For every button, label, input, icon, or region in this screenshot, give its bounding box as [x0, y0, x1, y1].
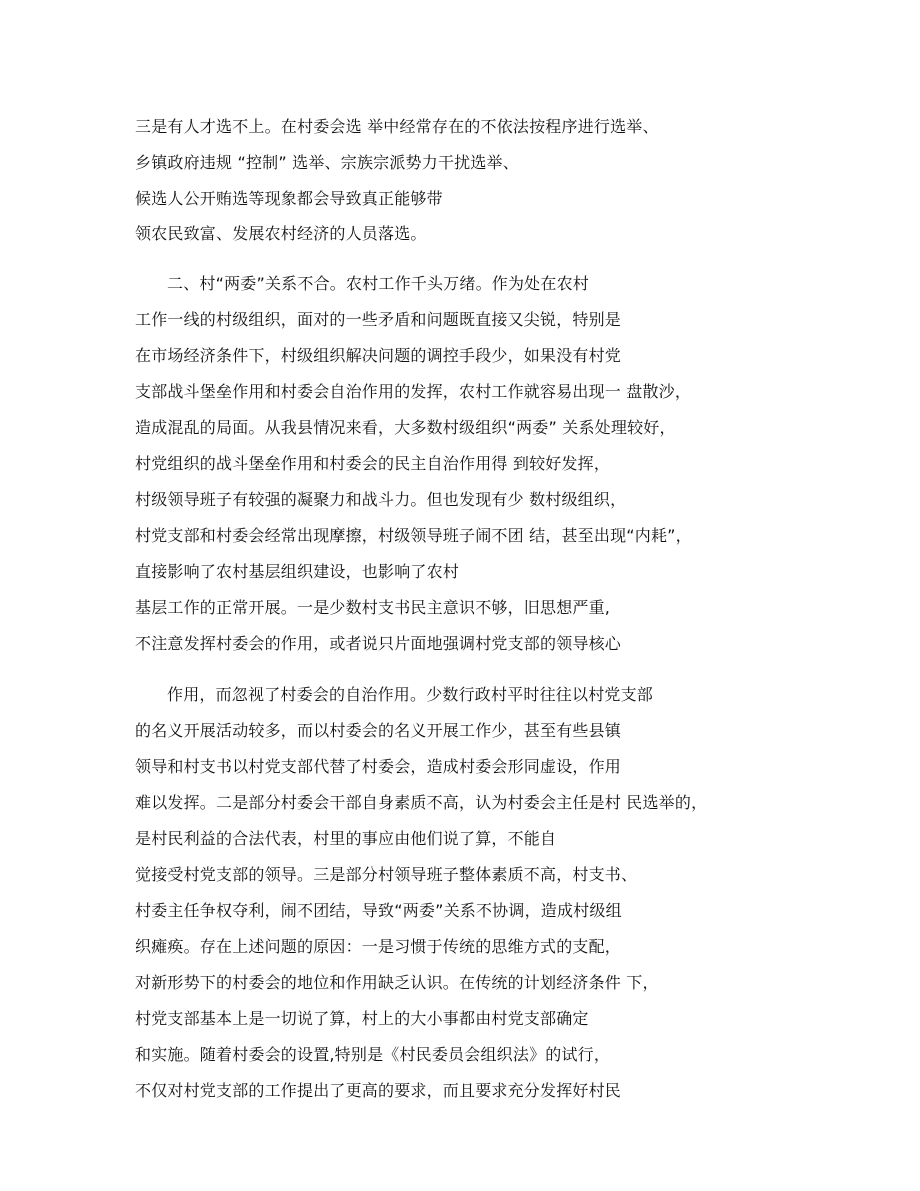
- text-line: 乡镇政府违规 “控制” 选举、宗族宗派势力干扰选举、: [135, 153, 519, 172]
- text-line: 和实施。随着村委会的设置,特别是《村民委员会组织法》的试行，: [135, 1045, 611, 1064]
- text-line: 对新形势下的村委会的地位和作用缺乏认识。在传统的计划经济条件 下，: [135, 973, 659, 992]
- text-line: 三是有人才选不上。在村委会选 举中经常存在的不依法按程序进行选举、: [135, 117, 659, 136]
- paragraph-start-line: 二、村“两委”关系不合。农村工作千头万绪。作为处在农村: [167, 274, 589, 293]
- text-line: 支部战斗堡垒作用和村委会自治作用的发挥，农村工作就容易出现一 盘散沙，: [135, 382, 692, 401]
- text-line: 村委主任争权夺利，闹不团结，导致“两委”关系不协调，造成村级组: [135, 901, 622, 920]
- text-line: 的名义开展活动较多，而以村委会的名义开展工作少，甚至有些县镇: [135, 721, 622, 740]
- text-line: 难以发挥。二是部分村委会干部自身素质不高，认为村委会主任是村 民选举的，: [135, 793, 708, 812]
- text-line: 是村民利益的合法代表，村里的事应由他们说了算，不能自: [135, 829, 557, 848]
- text-line: 村党组织的战斗堡垒作用和村委会的民主自治作用得 到较好发挥，: [135, 454, 611, 473]
- text-line: 基层工作的正常开展。一是少数村支书民主意识不够，旧思想严重,: [135, 598, 611, 617]
- text-line: 直接影响了农村基层组织建设，也影响了农村: [135, 562, 460, 581]
- text-line: 村党支部和村委会经常出现摩擦，村级领导班子闹不团 结，甚至出现“内耗”，: [135, 526, 692, 545]
- paragraph-start-line: 作用，而忽视了村委会的自治作用。少数行政村平时往往以村党支部: [167, 685, 654, 704]
- text-line: 不注意发挥村委会的作用，或者说只片面地强调村党支部的领导核心: [135, 634, 622, 653]
- text-line: 织瘫痪。存在上述问题的原因：一是习惯于传统的思维方式的支配，: [135, 937, 622, 956]
- text-line: 候选人公开贿选等现象都会导致真正能够带: [135, 189, 443, 208]
- text-line: 造成混乱的局面。从我县情况来看，大多数村级组织“两委” 关系处理较好，: [135, 418, 676, 437]
- text-line: 领导和村支书以村党支部代替了村委会，造成村委会形同虚设，作用: [135, 757, 622, 776]
- text-line: 不仅对村党支部的工作提出了更高的要求，而且要求充分发挥好村民: [135, 1081, 622, 1100]
- text-line: 觉接受村党支部的领导。三是部分村领导班子整体素质不高，村支书、: [135, 865, 638, 884]
- text-line: 村级领导班子有较强的凝聚力和战斗力。但也发现有少 数村级组织，: [135, 490, 627, 509]
- text-line: 工作一线的村级组织，面对的一些矛盾和问题既直接又尖锐，特别是: [135, 310, 622, 329]
- text-line: 村党支部基本上是一切说了算，村上的大小事都由村党支部确定: [135, 1009, 589, 1028]
- text-line: 在市场经济条件下，村级组织解决问题的调控手段少，如果没有村党: [135, 346, 622, 365]
- text-line: 领农民致富、发展农村经济的人员落选。: [135, 224, 427, 243]
